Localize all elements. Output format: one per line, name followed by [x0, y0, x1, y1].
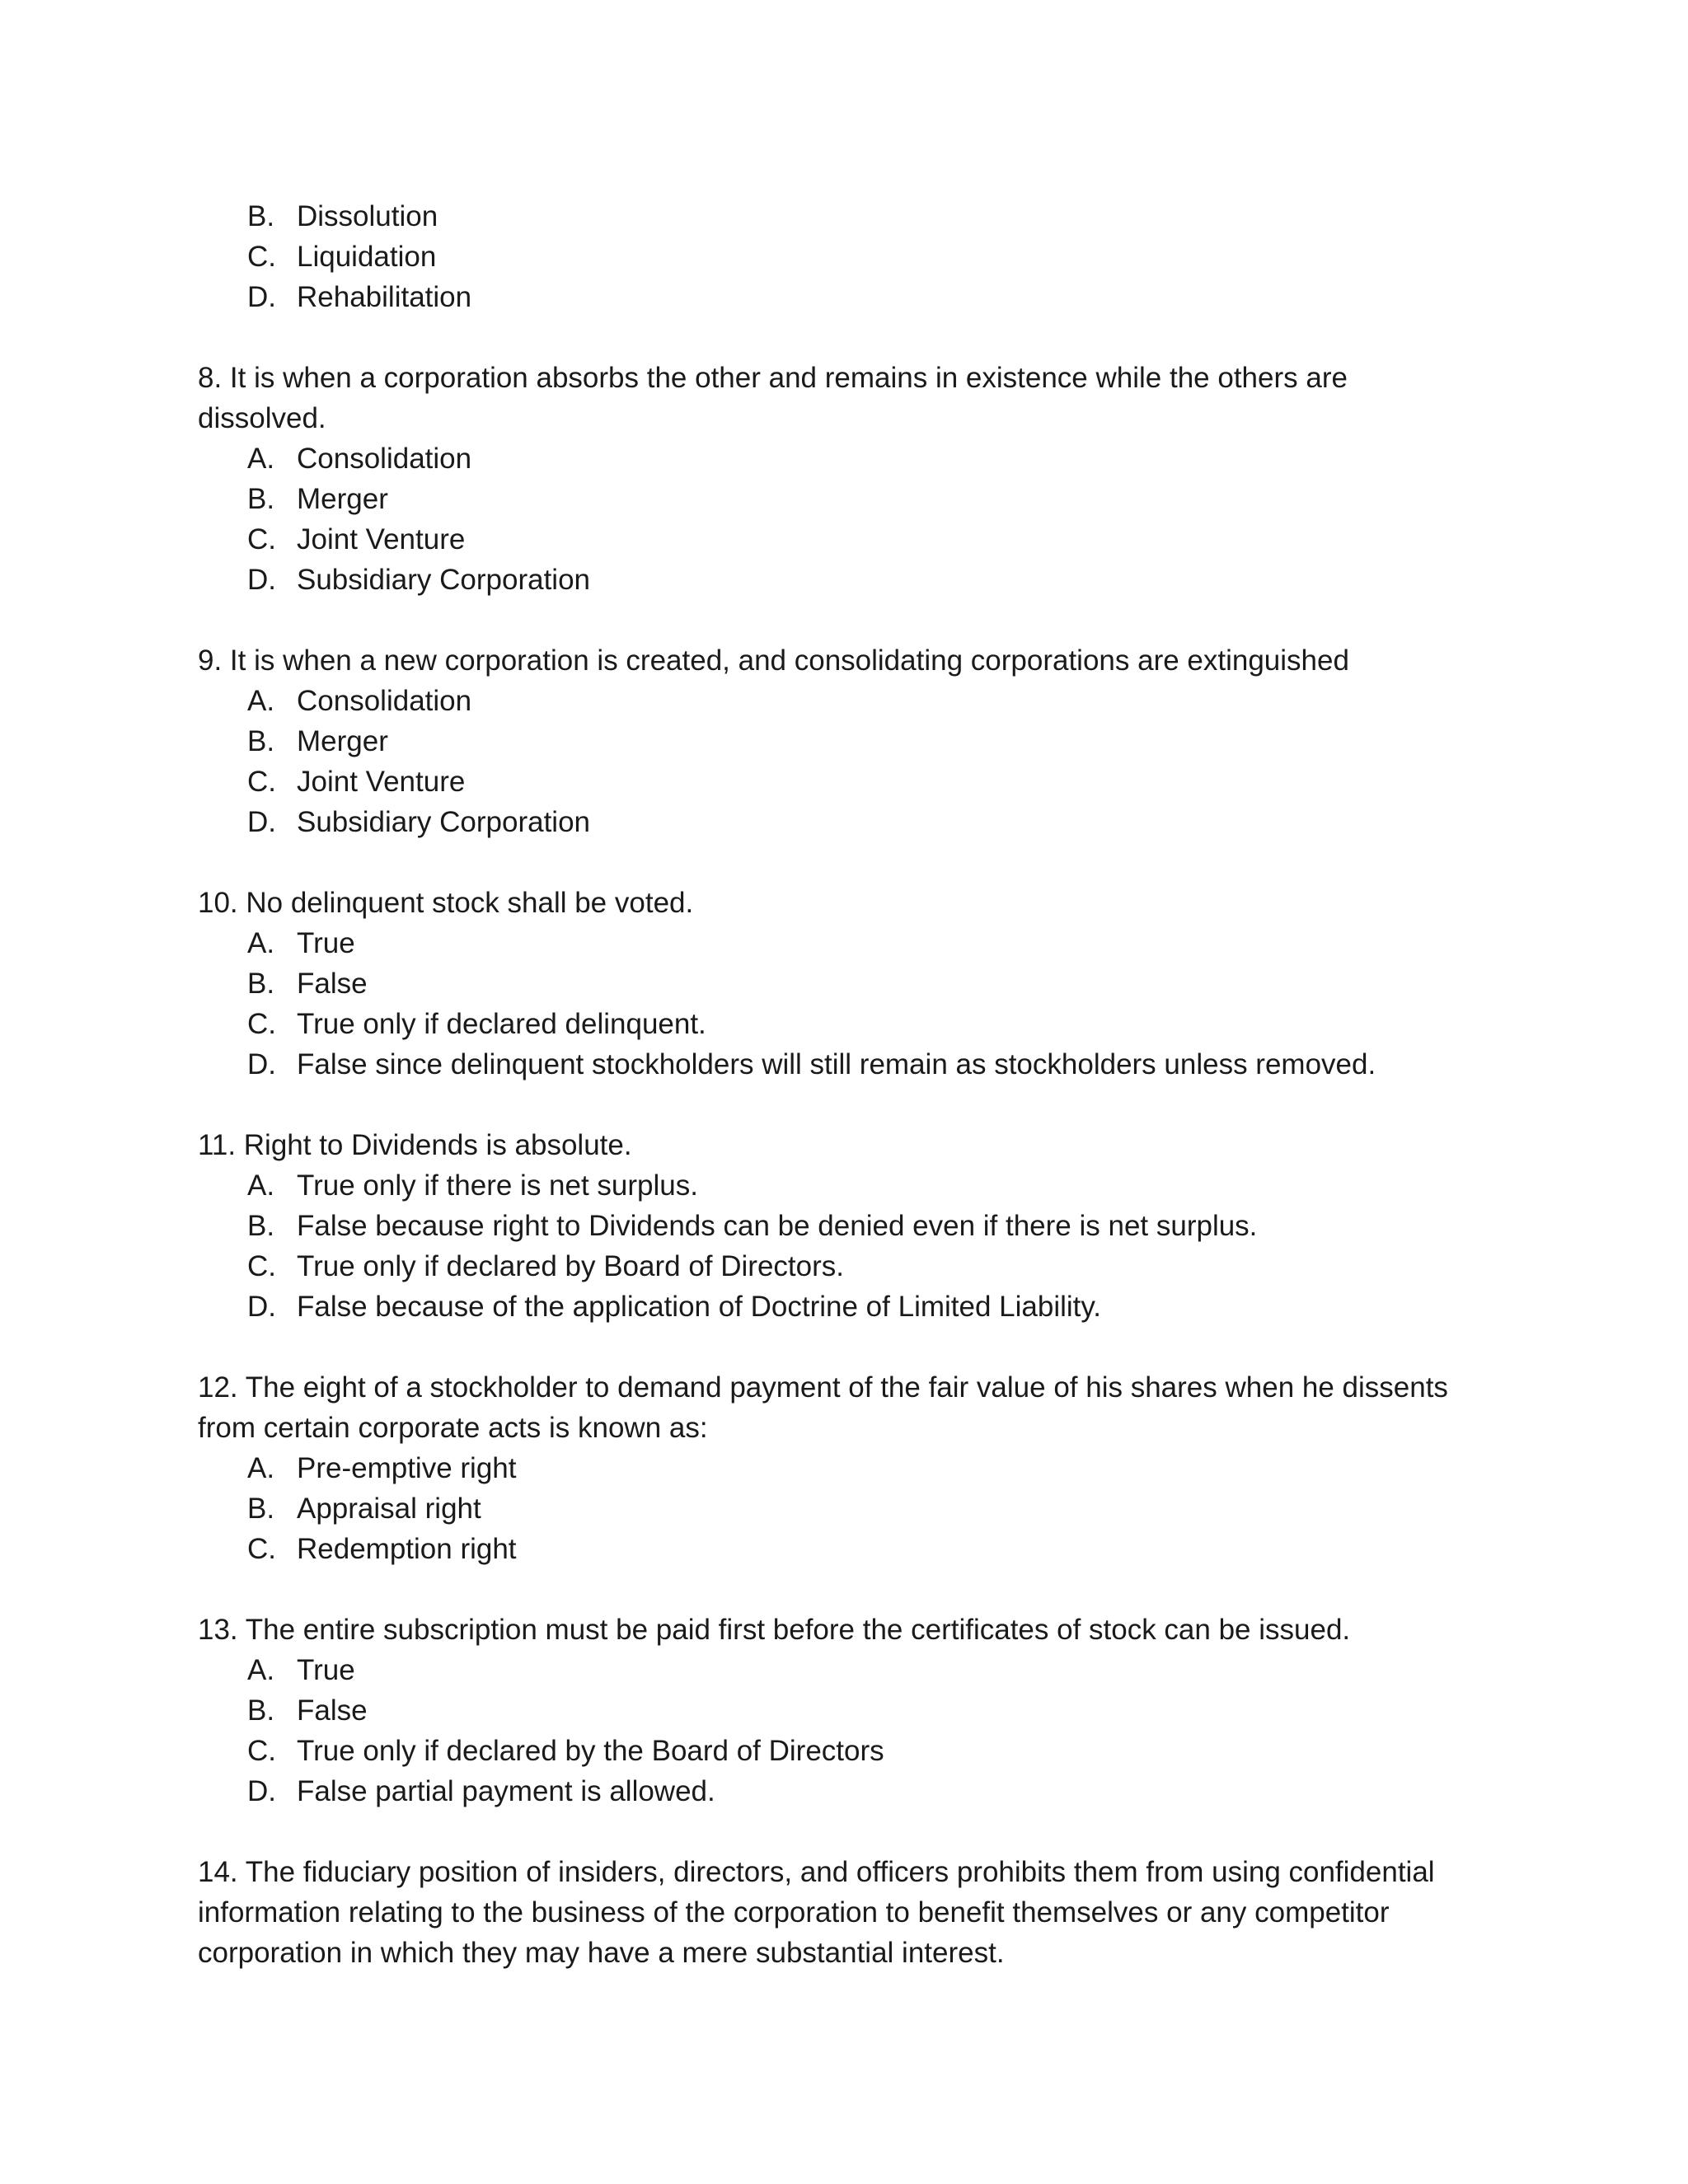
option-letter: D. — [247, 806, 276, 838]
option — [198, 1044, 1484, 1085]
question-text: 10. No delinquent stock shall be voted. — [198, 887, 694, 919]
question-11 — [198, 1125, 1484, 1327]
option-text: Dissolution — [297, 200, 438, 232]
options-list — [198, 1165, 1484, 1327]
option-letter: C. — [247, 1735, 276, 1767]
option-text: Consolidation — [297, 685, 472, 717]
option — [198, 923, 1484, 963]
option — [198, 1529, 1484, 1569]
option — [198, 1206, 1484, 1246]
lead-option — [198, 237, 1484, 277]
option — [198, 721, 1484, 762]
question-text: 8. It is when a corporation absorbs the other and remains in existence while the others are dissolved. — [198, 362, 1348, 434]
option-letter: C. — [247, 766, 276, 798]
option-letter: A. — [247, 443, 275, 475]
lead-option — [198, 277, 1484, 317]
option-text: Subsidiary Corporation — [297, 564, 591, 596]
question-text: 12. The eight of a stockholder to demand payment of the fair value of his shares when he dissents from certain corporate acts is known as: — [198, 1371, 1448, 1444]
option — [198, 1650, 1484, 1690]
option — [198, 1731, 1484, 1771]
options-list — [198, 1448, 1484, 1569]
option-letter: C. — [247, 1533, 276, 1565]
option-text: True only if declared by the Board of Directors — [297, 1735, 884, 1767]
option-letter: A. — [247, 927, 275, 959]
option-letter: C. — [247, 1250, 276, 1282]
option — [198, 762, 1484, 802]
question-text: 9. It is when a new corporation is created, and consolidating corporations are extinguished — [198, 644, 1349, 677]
option-text: True — [297, 927, 355, 959]
option-text: Merger — [297, 725, 388, 757]
option-letter: A. — [247, 1452, 275, 1484]
option-text: Liquidation — [297, 241, 437, 273]
options-list — [198, 438, 1484, 600]
question-text: 14. The fiduciary position of insiders, directors, and officers prohibits them from using confidential information relating to the business of the corporation to benefit themselves or any competitor corporation in which they may have a mere substantial interest. — [198, 1856, 1435, 1969]
option — [198, 1448, 1484, 1488]
question-14 — [198, 1852, 1484, 1973]
lead-options-list — [198, 196, 1484, 317]
option-text: Rehabilitation — [297, 281, 472, 313]
option-text: Joint Venture — [297, 523, 466, 555]
option-text: Merger — [297, 483, 388, 515]
option-letter: D. — [247, 1291, 276, 1323]
option — [198, 1286, 1484, 1327]
option — [198, 1165, 1484, 1206]
option-text: Appraisal right — [297, 1493, 481, 1525]
option-letter: B. — [247, 968, 275, 1000]
option — [198, 519, 1484, 560]
option — [198, 1004, 1484, 1044]
option-text: False because of the application of Doctrine of Limited Liability. — [297, 1291, 1102, 1323]
option-letter: C. — [247, 523, 276, 555]
option — [198, 1690, 1484, 1731]
lead-option — [198, 196, 1484, 237]
option — [198, 479, 1484, 519]
option-text: Consolidation — [297, 443, 472, 475]
option-letter: C. — [247, 1008, 276, 1040]
option-text: Subsidiary Corporation — [297, 806, 591, 838]
option-text: False partial payment is allowed. — [297, 1775, 715, 1807]
option — [198, 1771, 1484, 1811]
option-letter: A. — [247, 685, 275, 717]
page-content — [198, 196, 1484, 2013]
option — [198, 802, 1484, 842]
option-letter: D. — [247, 1775, 276, 1807]
question-text: 11. Right to Dividends is absolute. — [198, 1129, 632, 1161]
option-letter: B. — [247, 725, 275, 757]
question-13 — [198, 1610, 1484, 1811]
question-12 — [198, 1367, 1484, 1569]
question-8 — [198, 358, 1484, 600]
option-letter: D. — [247, 564, 276, 596]
option-letter: A. — [247, 1654, 275, 1686]
options-list — [198, 1650, 1484, 1811]
option — [198, 560, 1484, 600]
lead-options-block — [198, 196, 1484, 317]
option-text: True — [297, 1654, 355, 1686]
option — [198, 681, 1484, 721]
question-9 — [198, 640, 1484, 842]
option-text: False because right to Dividends can be denied even if there is net surplus. — [297, 1210, 1258, 1242]
option-letter: B. — [247, 200, 275, 232]
option-text: Pre-emptive right — [297, 1452, 517, 1484]
option-text: False since delinquent stockholders will still remain as stockholders unless removed. — [297, 1048, 1376, 1080]
option-text: Joint Venture — [297, 766, 466, 798]
option-letter: D. — [247, 1048, 276, 1080]
option — [198, 1488, 1484, 1529]
option — [198, 963, 1484, 1004]
question-text: 13. The entire subscription must be paid first before the certificates of stock can be issued. — [198, 1614, 1351, 1646]
option-letter: C. — [247, 241, 276, 273]
option-text: True only if declared delinquent. — [297, 1008, 706, 1040]
option-letter: B. — [247, 483, 275, 515]
options-list — [198, 923, 1484, 1085]
option-text: False — [297, 968, 368, 1000]
option-text: False — [297, 1694, 368, 1727]
option-text: True only if declared by Board of Directors. — [297, 1250, 844, 1282]
option-letter: A. — [247, 1169, 275, 1202]
option-letter: D. — [247, 281, 276, 313]
option-letter: B. — [247, 1210, 275, 1242]
option-letter: B. — [247, 1493, 275, 1525]
question-10 — [198, 883, 1484, 1085]
option-text: True only if there is net surplus. — [297, 1169, 698, 1202]
option — [198, 1246, 1484, 1286]
options-list — [198, 681, 1484, 842]
option — [198, 438, 1484, 479]
option-text: Redemption right — [297, 1533, 517, 1565]
option-letter: B. — [247, 1694, 275, 1727]
